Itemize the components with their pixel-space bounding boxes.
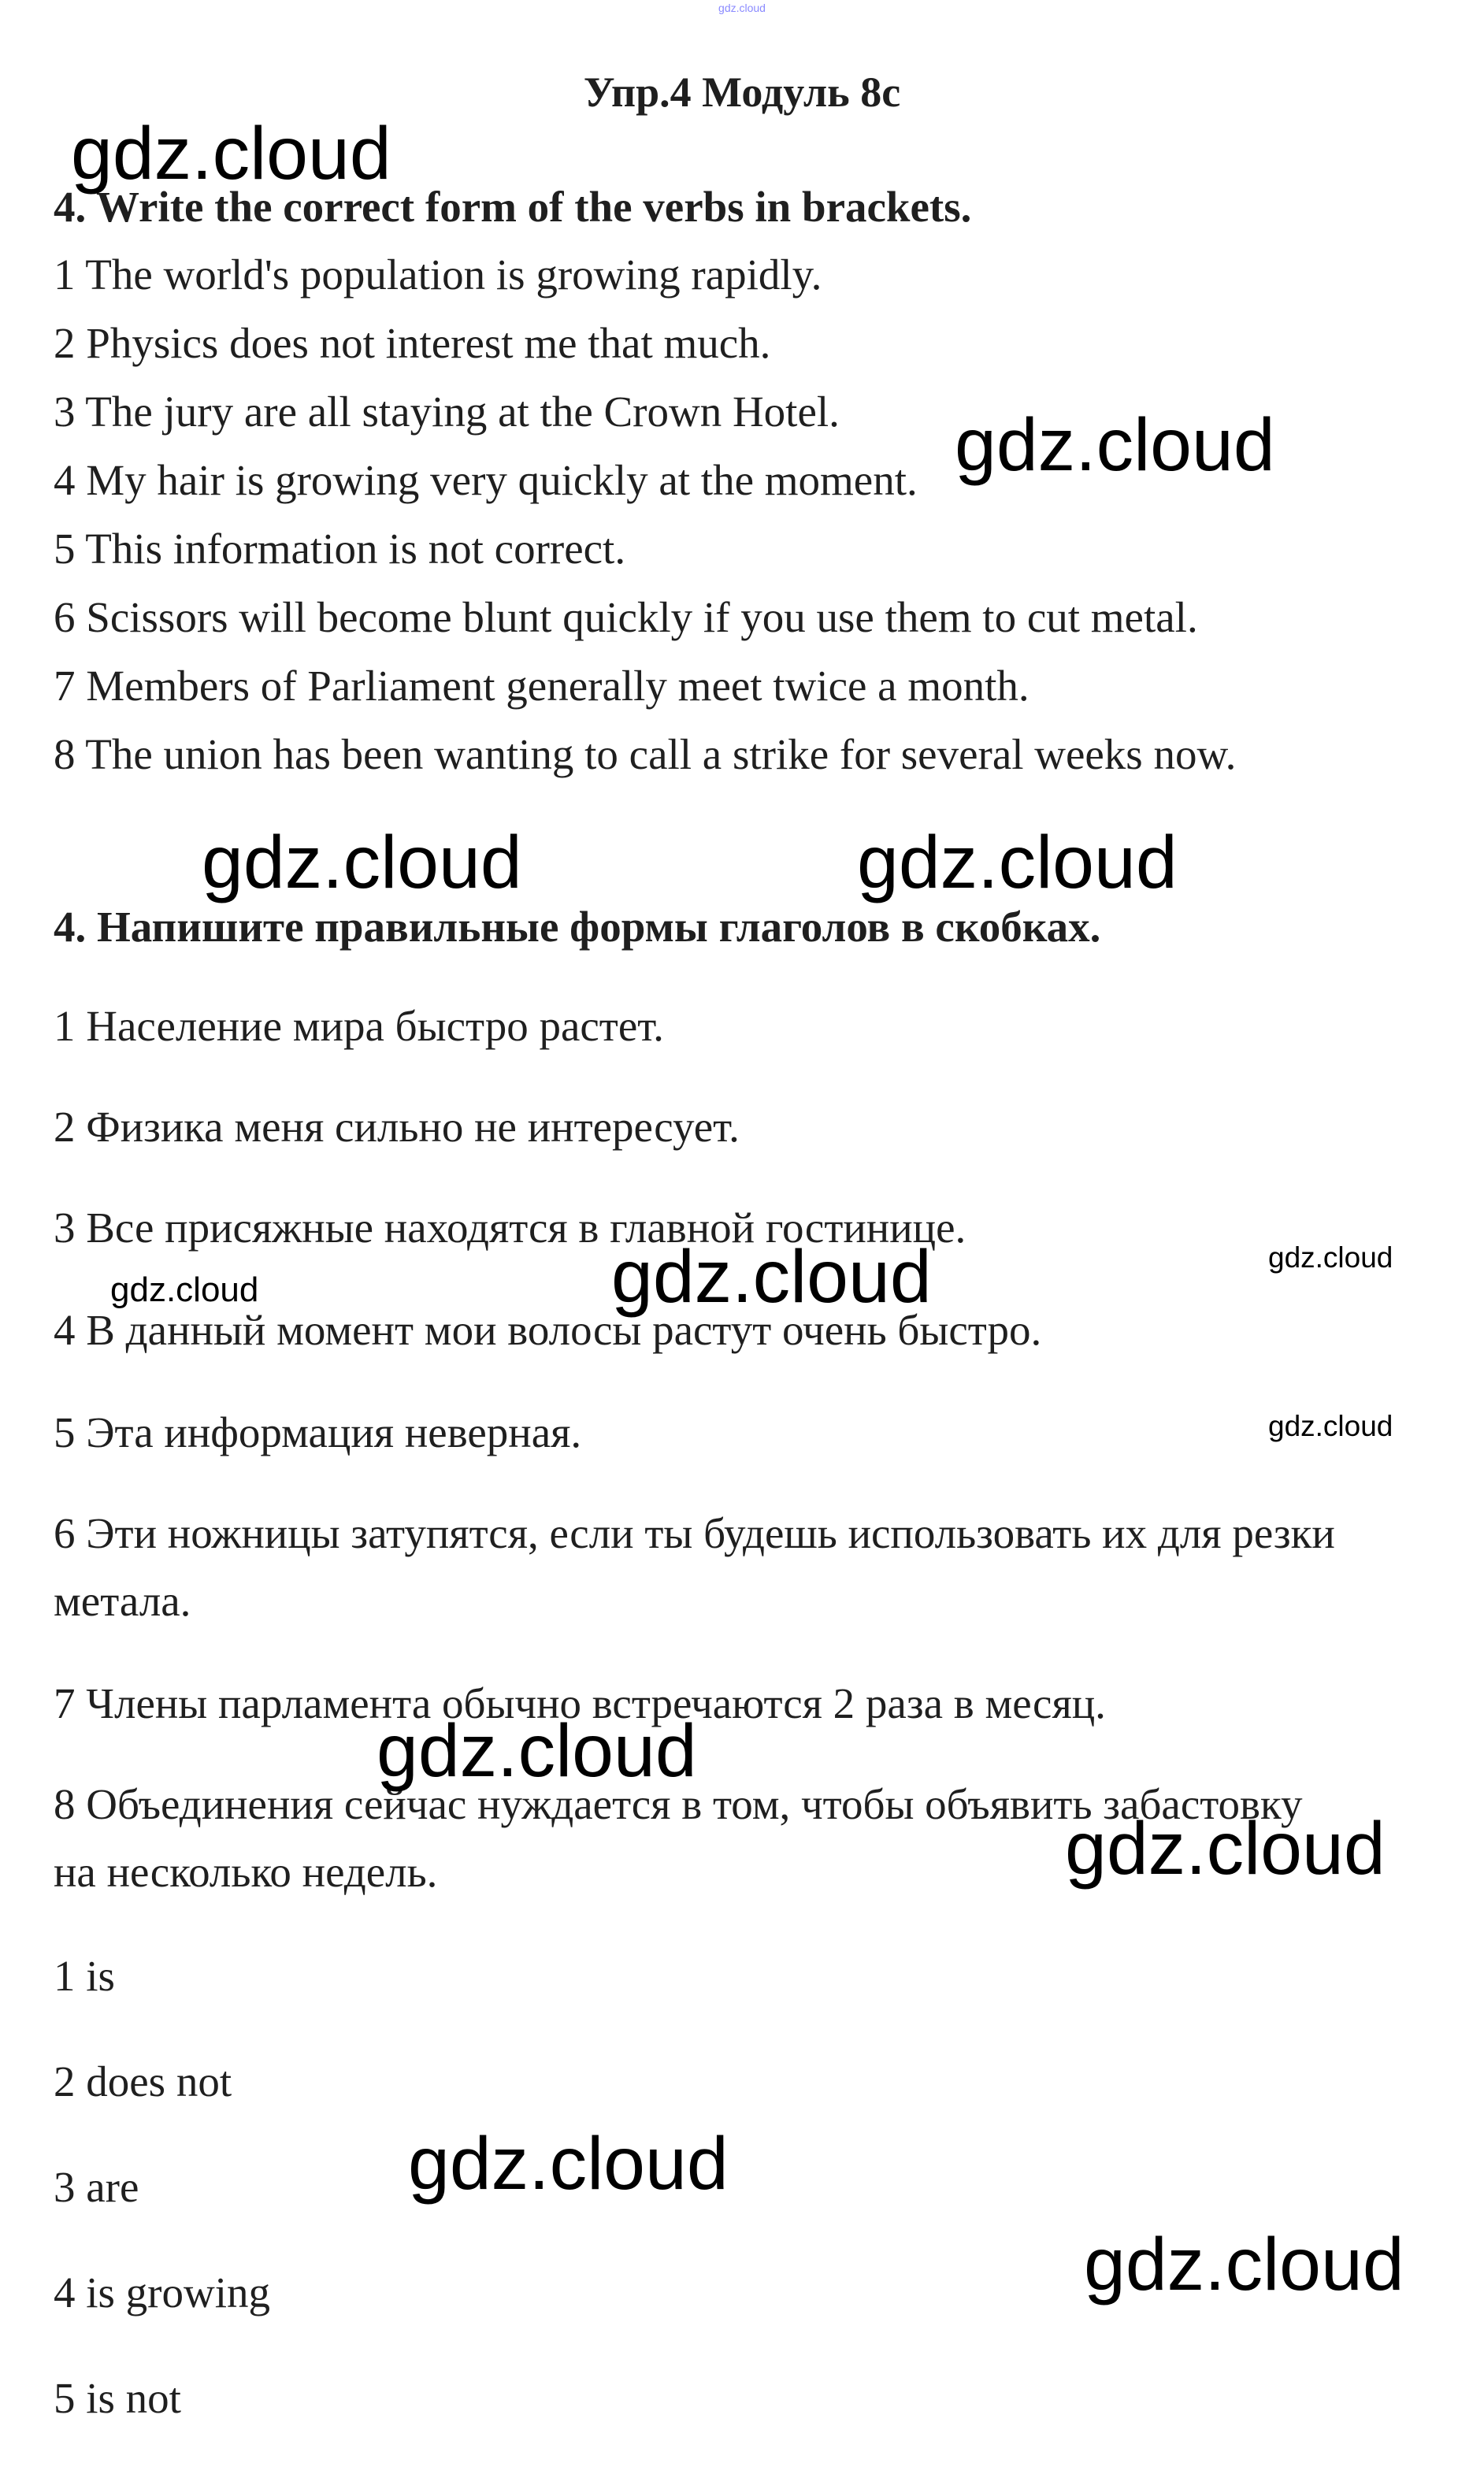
russian-sentence-6-cont: метала. (54, 1577, 191, 1625)
watermark: gdz.cloud (1268, 1410, 1393, 1442)
russian-sentence-2: 2 Физика меня сильно не интересует. (54, 1103, 740, 1151)
watermark: gdz.cloud (71, 112, 391, 195)
english-sentence-2: 2 Physics does not interest me that much. (54, 319, 771, 367)
watermark: gdz.cloud (110, 1271, 259, 1309)
watermark: gdz.cloud (955, 403, 1275, 487)
answer-2: 2 does not (54, 2057, 232, 2105)
answer-1: 1 is (54, 1952, 115, 2000)
russian-heading: 4. Напишите правильные формы глаголов в скобках. (54, 903, 1101, 951)
watermark: gdz.cloud (611, 1235, 932, 1319)
watermark: gdz.cloud (377, 1709, 697, 1793)
english-sentence-4: 4 My hair is growing very quickly at the moment. (54, 456, 918, 504)
english-sentence-8: 8 The union has been wanting to call a strike for several weeks now. (54, 730, 1237, 778)
english-heading: 4. Write the correct form of the verbs in brackets. (54, 183, 972, 231)
russian-sentence-5: 5 Эта информация неверная. (54, 1408, 582, 1456)
watermark: gdz.cloud (1084, 2223, 1404, 2306)
russian-sentence-3: 3 Все присяжные находятся в главной гостинице. (54, 1204, 966, 1252)
page-title: Упр.4 Модуль 8с (583, 69, 901, 116)
answer-4: 4 is growing (54, 2268, 270, 2317)
watermark: gdz.cloud (1268, 1241, 1393, 1274)
russian-sentence-7: 7 Члены парламента обычно встречаются 2 раза в месяц. (54, 1679, 1106, 1727)
english-sentence-7: 7 Members of Parliament generally meet twice a month. (54, 662, 1030, 710)
russian-sentence-1: 1 Население мира быстро растет. (54, 1002, 664, 1050)
russian-sentence-8-cont: на несколько недель. (54, 1848, 438, 1896)
answer-3: 3 are (54, 2163, 139, 2211)
watermark: gdz.cloud (202, 821, 522, 904)
answer-5: 5 is not (54, 2374, 181, 2422)
watermark: gdz.cloud (857, 821, 1178, 904)
english-sentence-6: 6 Scissors will become blunt quickly if you use them to cut metal. (54, 593, 1198, 641)
english-sentence-1: 1 The world's population is growing rapidly. (54, 250, 822, 299)
english-sentence-3: 3 The jury are all staying at the Crown Hotel. (54, 388, 840, 436)
watermark: gdz.cloud (1065, 1807, 1386, 1890)
watermark: gdz.cloud (408, 2122, 729, 2205)
russian-sentence-6: 6 Эти ножницы затупятся, если ты будешь использовать их для резки (54, 1509, 1335, 1557)
top-watermark: gdz.cloud (718, 2, 766, 14)
russian-sentence-8: 8 Объединения сейчас нуждается в том, чтобы объявить забастовку (54, 1780, 1303, 1828)
russian-sentence-4: 4 В данный момент мои волосы растут очень быстро. (54, 1306, 1042, 1354)
english-sentence-5: 5 This information is not correct. (54, 525, 626, 573)
